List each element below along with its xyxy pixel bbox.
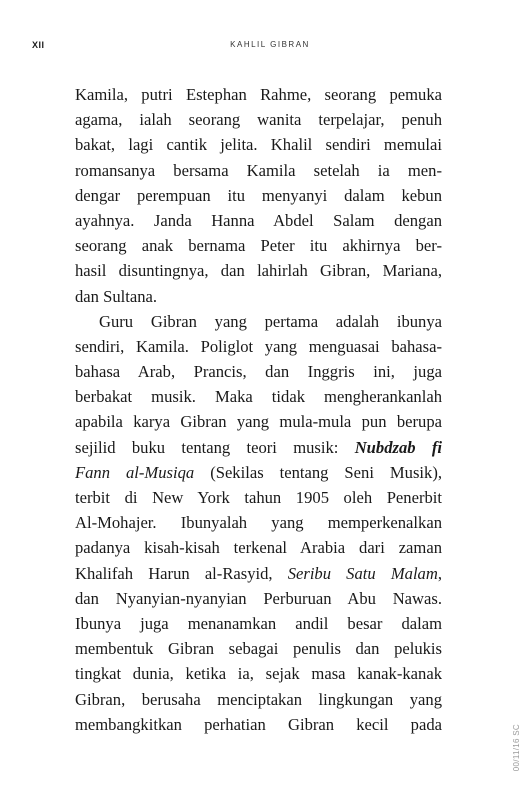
line-text: dan Sultana. bbox=[75, 286, 158, 306]
line-text: tingkat dunia, ketika ia, sejak masa kanak-kanak bbox=[75, 664, 442, 684]
text-line bbox=[75, 611, 442, 636]
italic-title: Nubdzab fi bbox=[354, 437, 442, 457]
running-head: KAHLIL GIBRAN bbox=[230, 40, 310, 49]
line-text: padanya kisah-kisah terkenal Arabia dari zaman bbox=[75, 538, 442, 558]
line-text: terbit di New York tahun 1905 oleh Penerbit bbox=[75, 488, 442, 507]
italic-title: Seribu Satu Malam bbox=[287, 563, 438, 583]
line-text: membangkitkan perhatian Gibran kecil pada bbox=[75, 714, 442, 734]
text-line bbox=[75, 460, 442, 485]
print-slug: 00/11/16 SC bbox=[512, 724, 521, 772]
text-line bbox=[75, 384, 442, 409]
line-text: Guru Gibran yang pertama adalah ibunya bbox=[99, 311, 442, 331]
text-line bbox=[75, 132, 442, 157]
page-number: XII bbox=[32, 40, 45, 50]
text-line bbox=[75, 258, 442, 283]
line-text: ayahnya. Janda Hanna Abdel Salam dengan bbox=[75, 210, 442, 230]
line-text: bakat, lagi cantik jelita. Khalil sendiri memulai bbox=[75, 135, 442, 155]
text-line bbox=[75, 233, 442, 258]
text-line bbox=[75, 485, 442, 510]
line-text: sendiri, Kamila. Poliglot yang menguasai bahasa- bbox=[75, 336, 442, 356]
line-text: hasil disuntingnya, dan lahirlah Gibran, Mariana, bbox=[75, 261, 442, 281]
body-text bbox=[75, 82, 442, 737]
line-text: membentuk Gibran sebagai penulis dan pelukis bbox=[75, 639, 442, 659]
text-line bbox=[75, 409, 442, 434]
text-line bbox=[75, 661, 442, 686]
text-line bbox=[75, 561, 442, 586]
line-text: berbakat musik. Maka tidak mengherankanlah bbox=[75, 387, 442, 407]
text-line bbox=[75, 510, 442, 535]
text-line bbox=[75, 284, 442, 309]
line-text: (Sekilas tentang Seni Musik), bbox=[194, 462, 442, 482]
line-text: seorang anak bernama Peter itu akhirnya ber- bbox=[75, 236, 442, 256]
text-line bbox=[75, 435, 442, 460]
text-line bbox=[75, 334, 442, 359]
text-line bbox=[75, 158, 442, 183]
line-text: sejilid buku tentang teori musik: bbox=[75, 437, 355, 457]
text-line bbox=[75, 712, 442, 737]
text-line bbox=[75, 183, 442, 208]
line-text: bahasa Arab, Prancis, dan Inggris ini, juga bbox=[75, 362, 442, 382]
page-header bbox=[0, 40, 529, 54]
line-text: Khalifah Harun al-Rasyid, bbox=[75, 563, 288, 583]
line-text: Gibran, berusaha menciptakan lingkungan yang bbox=[75, 689, 442, 709]
text-line bbox=[75, 208, 442, 233]
text-line bbox=[75, 636, 442, 661]
line-text: Kamila, putri Estephan Rahme, seorang pemuka bbox=[75, 85, 442, 104]
line-text: Ibunya juga menanamkan andil besar dalam bbox=[75, 613, 442, 633]
line-text: dengar perempuan itu menyanyi dalam kebun bbox=[75, 185, 442, 205]
text-line bbox=[75, 535, 442, 560]
text-line bbox=[75, 107, 442, 132]
text-line bbox=[75, 687, 442, 712]
line-text: agama, ialah seorang wanita terpelajar, penuh bbox=[75, 110, 442, 130]
text-line bbox=[75, 359, 442, 384]
text-line bbox=[75, 82, 442, 107]
text-line bbox=[75, 586, 442, 611]
line-text: Al-Mohajer. Ibunyalah yang memperkenalkan bbox=[75, 513, 442, 533]
line-text: apabila karya Gibran yang mula-mula pun berupa bbox=[75, 412, 442, 432]
line-text: dan Nyanyian-nyanyian Perburuan Abu Nawas. bbox=[75, 588, 442, 608]
line-text: , bbox=[437, 563, 442, 583]
text-line bbox=[75, 309, 442, 334]
line-text: romansanya bersama Kamila setelah ia men- bbox=[75, 160, 442, 180]
italic-title: Fann al-Musiqa bbox=[75, 462, 195, 482]
